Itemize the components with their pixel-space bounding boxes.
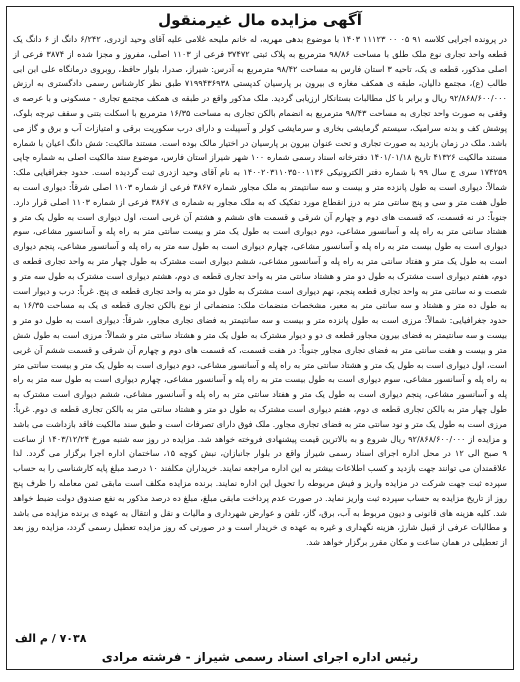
notice-code: ۷۰۳۸ / م الف bbox=[15, 632, 87, 645]
notice-title: آگهی مزایده مال غیرمنقول bbox=[158, 11, 362, 29]
notice-body: در پرونده اجرایی کلاسه ۹۱ ۰۵ ۰۰ ۱۱۱۲۳ ۱۴۰۳ با موضوع بدهی مهریه، له خانم ملیحه غلامی علیه آقای وحید ازدری، ۶/۲۴۲ دانگ از ۶ دانگ یک قطعه واحد تجاری نوع ملک طلق با مساحت ۹۸/۸۶ مترمربع به پلاک ثبتی ۳۷۴۷۲ فرعی از ۱۱۰۳ اصلی، مفروز و مجزا شده از ۳۸۷۴ فرعی از اصلی مذکور، قطعه ی یک، تاحیه ۳ استان فارس به مساحت ۹۸/۴۲ مترمربع به آدرس: شیراز، صدرا، بلوار حافظ، روبروی درمانگاه علی ابن ابی طالب (ع)، مجتمع دالیان، طبقه ی همکف مغازه ی بیرون بر پارسیان کدپستی ۷۱۹۹۴۳۶۹۳۸ طبق نظر کارشناس رسمی دادگستری به ارزش ۹۲/۸۶۸/۶۰۰/۰۰۰ ریال و برابر با کل مطالبات بستانکار ارزیابی گردید. ملک مذکور واقع در طبقه ی همکف مجتمع تجاری - مسکونی و با عرصه ی وقفی به صورت واحد تجاری به مساحت ۹۸/۴۳ مترمربع به انضمام بالکن تجاری به مساحت ۱۶/۳۵ مترمربع با اسکلت بتنی و سقف تیرچه بلوک، پوشش کف و بدنه سرامیک، سیستم گرمایشی بخاری و سرمایشی کولر و آسپیلت و دارای درب سکوریت برقی و امتیازات آب و برق و گاز می باشد. ملک در زمان بازدید به صورت تجاری و تحت عنوان بیرون بر پارسیان در اختیار مالک بوده است. مستند مالکیت: شش دانگ اعیان با شماره مستند مالکیت ۴۱۳۲۶ تاریخ ۱۴۰۱/۰۱/۱۸ دفترخانه اسناد رسمی شماره ۱۰۰ شهر شیراز استان فارس، موضوع سند مالکیت اصلی به شماره چاپی ۱۷۴۲۵۹ سری ج سال ۹۹ با شماره دفتر الکترونیکی ۱۴۰۰۲۰۳۱۱۰۳۵۰۰۱۱۳۶ به نام آقای وحید ازدری ثبت گردیده است. حدود جغرافیایی ملک: شمالاً: دیواری است به طول پانزده متر و بیست و سه سانتیمتر به ملک مجاور شماره ۳۸۶۷ فرعی از شماره ۱۱۰۳ اصلی شرقاً: دیواری است به طول هفت متر و سی و پنج سانتی متر به درز انقطاع مورد تفکیک که به ملک مجاور به شماره ی ۳۸۶۷ فرعی از شماره ۱۱۰۳ اصلی قرار دارد. جنوباً: در نه قسمت، که قسمت های دوم و چهارم آن شرقی و قسمت های ششم و هشتم آن غربی است، اول دیواری است به طول یک متر و هشتاد سانتی متر به راه پله و آسانسور مشاعی، دوم دیواری است به طول یک متر و بیست سانتی متر به راه پله و آسانسور مشاعی، سوم دیواری است به طول بیست متر به راه پله و آسانسور مشاعی، چهارم دیواری است به طول سه متر به راه پله و آسانسور مشاعی، پنجم دیواری است به طول یک متر و هفتاد سانتی متر به راه پله و آسانسور مشاعی، ششم دیواری است مشترک به طول چهار متر به واحد تجاری قطعه ی دوم، هفتم دیواری است مشترک به طول دو متر و هشتاد سانتی متر به واحد تجاری قطعه ی دوم، هشتم دیواری است مشترک به طول سه متر و شصت و نه سانتی متر به واحد تجاری قطعه پنجم، نهم دیواری است مشترک به طول دو متر به واحد تجاری قطعه ی پنج. غرباً: درب و دیوار است به طول ده متر و هشتاد و سه سانتی متر به معبر، مشخصات منضمات ملک: منضماتی از نوع بالکن تجاری قطعه ی یک به مساحت ۱۶/۳۵ به حدود جغرافیایی: شمالاً: مرزی است به طول پانزده متر و بیست و سه سانتیمتر به فضای تجاری مجاور، شرقاً: دیواری است به طول دو متر و بیست و سه سانتیمتر به فضای بیرون مجاور قطعه ی دو و دیوار مشترک به طول یک متر و هشتاد سانتی متر و شمالاً: مرزی است به طول شش متر و بیست و هفت سانتی متر به فضای تجاری مجاور جنوباً: در هفت قسمت، که قسمت های دوم و چهارم آن شرقی و قسمت ششم آن غربی است، اول دیواری است به طول یک متر و هشتاد سانتی متر به راه پله و آسانسور مشاعی، دوم دیواری است به طول یک متر و بیست سانتی متر به راه پله و آسانسور مشاعی، سوم دیواری است به طول بیست متر به راه پله و آسانسور مشاعی، چهارم دیواری است به طول سه متر به راه پله و آسانسور مشاعی، پنجم دیواری است به طول یک متر و هفتاد سانتی متر به راه پله و آسانسور مشاعی، ششم دیواری است مشترک به طول چهار متر به بالکن تجاری قطعه ی دوم، هفتم دیواری است مشترک به طول دو متر و هشتاد سانتی متر به بالکن تجاری قطعه ی دوم. غرباً: مرزی است به طول یک متر و نود سانتی متر به فضای تجاری مجاور. ملک فوق دارای تصرفات است و طبق سند مالکیت فاقد بازداشت می باشد و مزایده از ۹۲/۸۶۸/۶۰۰/۰۰۰ ریال شروع و به بالاترین قیمت پیشنهادی فروخته خواهد شد. مزایده در روز سه شنبه مورخ ۱۴۰۳/۱۲/۲۴ از ساعت ۹ صبح الی ۱۲ در محل اداره اجرای اسناد رسمی شیراز واقع در بلوار جانبازان، نبش کوچه ۱۵، ساختمان اداره اجرا برگزار می گردد. لذا علاقمندان می توانند جهت بازدید و کسب اطلاعات بیشتر به این اداره مراجعه نمایند. خریداران مکلفند ۱۰ درصد مبلغ پایه کارشناسی را به حساب سپرده ثبت جهت شرکت در مزایده واریز و فیش مربوطه را تحویل این اداره نمایند. برنده مزایده مکلف است مابقی ثمن معامله را ظرف پنج روز از تاریخ مزایده به حساب سپرده ثبت واریز نماید. در صورت عدم پرداخت مابقی مبلغ، مبلغ ده درصد مذکور به نفع صندوق دولت ضبط خواهد شد. کلیه هزینه های قانونی و دیون مربوط به آب، برق، گاز، تلفن و عوارض شهرداری و مالیات و نقل و انتقال به عهده ی برنده مزایده می باشد و مطالبات عرفی از قبیل شارژ، هزینه نگهداری و غیره به عهده ی خریدار است و در صورتی که روز مزایده تعطیل رسمی گردد، مزایده روز بعد از تعطیلی در همان ساعت و مکان مقرر برگزار خواهد شد. bbox=[13, 34, 508, 548]
notice-signature: رئیس اداره اجرای اسناد رسمی شیراز - فرشته مرادی bbox=[101, 650, 419, 664]
auction-notice bbox=[6, 6, 514, 670]
